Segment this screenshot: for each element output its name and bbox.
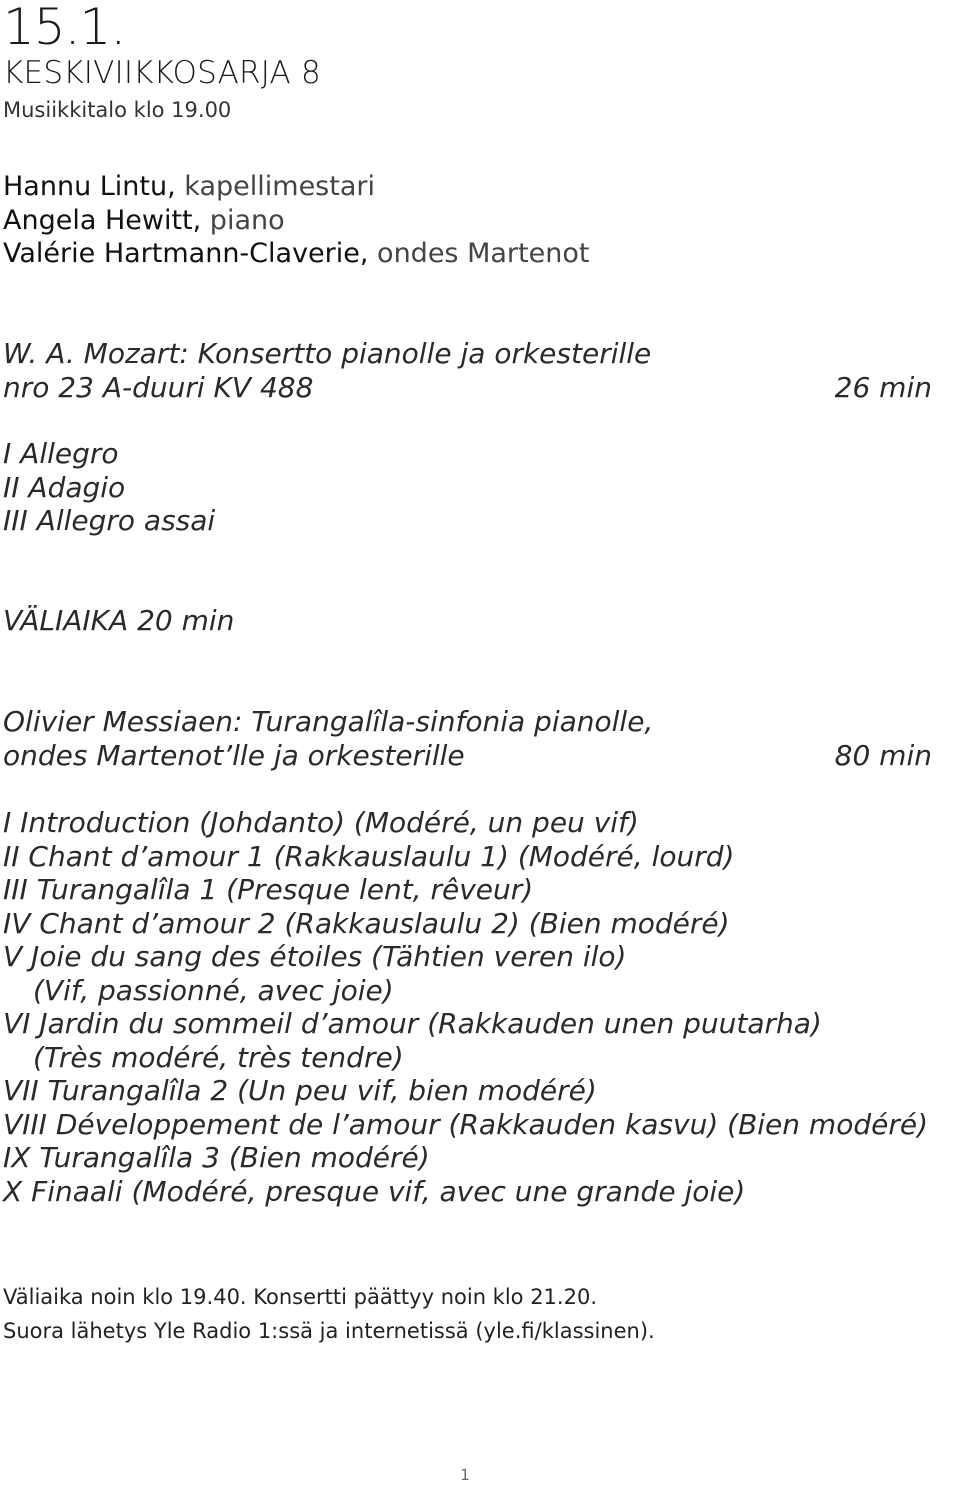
movement-item: II Chant d’amour 1 (Rakkauslaulu 1) (Modéré, lourd)	[3, 839, 735, 873]
movement-item: IX Turangalîla 3 (Bien modéré)	[3, 1141, 430, 1174]
performer-pianist	[3, 204, 589, 238]
movement-item: IV Chant d’amour 2 (Rakkauslaulu 2) (Bien modéré)	[3, 906, 730, 940]
work-title-line: Olivier Messiaen: Turangalîla-sinfonia pianolle,	[3, 705, 654, 738]
movement-item: I Introduction (Johdanto) (Modéré, un peu vif)	[3, 806, 639, 839]
movement-item: III Allegro assai	[3, 504, 216, 537]
broadcast-note: Suora lähetys Yle Radio 1:ssä ja internetissä (yle.fi/klassinen).	[3, 1319, 655, 1343]
intermission-label: VÄLIAIKA 20 min	[3, 604, 235, 637]
movement-list-mozart	[3, 437, 215, 538]
work-title-messiaen	[3, 705, 653, 772]
concert-series-title: KESKIVIIKKOSARJA 8	[3, 55, 321, 91]
movement-item: II Adagio	[3, 470, 126, 504]
work-title-line: ondes Martenot’lle ja orkesterille	[3, 738, 465, 772]
performer-role: piano	[201, 204, 285, 236]
work-title-line: nro 23 A-duuri KV 488	[3, 370, 314, 404]
performer-conductor	[3, 170, 589, 204]
movement-item: V Joie du sang des étoiles (Tähtien veren ilo)	[3, 940, 627, 973]
page-number: 1	[460, 1466, 470, 1484]
performer-name: Hannu Lintu,	[3, 171, 176, 202]
work-title-mozart	[3, 337, 651, 404]
movement-item: VI Jardin du sommeil d’amour (Rakkauden unen puutarha)	[3, 1007, 822, 1040]
performer-role: ondes Martenot	[368, 238, 590, 269]
work-duration-messiaen: 80 min	[834, 739, 932, 772]
work-duration-mozart: 26 min	[834, 371, 932, 404]
work-title-line: W. A. Mozart: Konsertto pianolle ja orkesterille	[3, 337, 652, 370]
venue-and-time: Musiikkitalo klo 19.00	[3, 98, 232, 122]
concert-date: 15.1.	[3, 0, 126, 56]
performer-ondes-martenot	[3, 237, 589, 271]
performer-name: Valérie Hartmann-Claverie,	[3, 238, 369, 269]
concert-notes	[3, 1280, 655, 1348]
timing-note: Väliaika noin klo 19.40. Konsertti päättyy noin klo 21.20.	[3, 1285, 597, 1309]
movement-item: VIII Développement de l’amour (Rakkauden kasvu) (Bien modéré)	[3, 1107, 928, 1141]
performers-list	[3, 170, 589, 271]
movement-tempo-continuation: (Vif, passionné, avec joie)	[33, 973, 394, 1007]
movement-item: X Finaali (Modéré, presque vif, avec une grande joie)	[3, 1174, 746, 1208]
movement-item: VII Turangalîla 2 (Un peu vif, bien modéré)	[3, 1074, 597, 1107]
performer-role: kapellimestari	[175, 171, 375, 202]
movement-list-messiaen	[3, 806, 928, 1208]
movement-tempo-continuation: (Très modéré, très tendre)	[33, 1040, 404, 1074]
movement-item: III Turangalîla 1 (Presque lent, rêveur)	[3, 873, 534, 906]
performer-name: Angela Hewitt,	[3, 204, 202, 236]
movement-item: I Allegro	[3, 437, 119, 470]
